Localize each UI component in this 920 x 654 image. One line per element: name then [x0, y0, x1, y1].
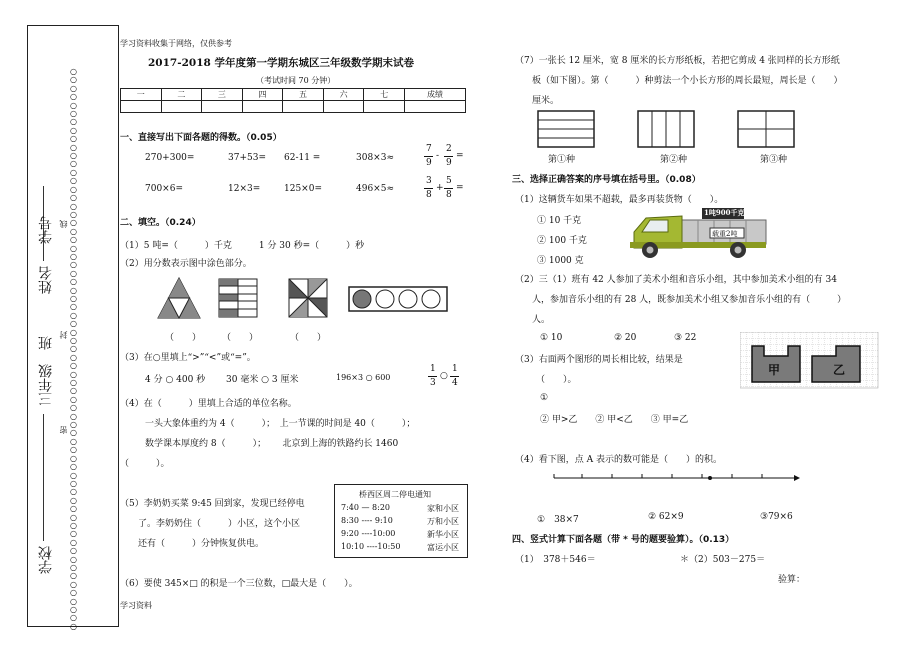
grade-line: [43, 414, 44, 474]
calc-item: 308×3≈: [356, 153, 394, 163]
frac-bar: [428, 376, 437, 377]
fill-q3: （3）在○里填上“>”“<”或“=”。: [120, 353, 256, 363]
truck-illustration: [628, 206, 768, 262]
circles-figure: [348, 286, 448, 312]
choice-opt: ③ 22: [674, 333, 697, 343]
number-line: [552, 472, 802, 484]
frac-num: 3: [426, 176, 432, 186]
frac-den: 8: [446, 190, 452, 200]
calc-item: 700×6=: [145, 184, 183, 194]
score-blank-row: [121, 101, 466, 113]
shape-jia-label: 甲: [768, 363, 781, 377]
seal-feng: 封: [59, 331, 68, 339]
fill-q4-line3: （ ）。: [120, 459, 170, 469]
frac-den: 9: [446, 158, 452, 168]
notice-time: 10:10 ----10:50: [341, 542, 401, 551]
score-cell: [121, 101, 162, 113]
score-col: 七: [364, 89, 405, 101]
seal-mi: 密: [59, 426, 68, 434]
notice-place: 万和小区: [427, 517, 459, 526]
pinwheel-figure: [288, 278, 328, 318]
cut-method-3: [737, 110, 795, 148]
score-table: [120, 88, 466, 113]
notice-place: 富运小区: [427, 543, 459, 552]
score-cell: [364, 101, 405, 113]
choice-opt: ① 10 千克: [537, 216, 582, 226]
notice-time: 8:30 ---- 9:10: [341, 516, 393, 525]
choice-q3-line1: （3）右面两个图形的周长相比较，结果是: [515, 355, 683, 365]
score-col: 四: [242, 89, 283, 101]
calc-item: 496×5≈: [356, 184, 394, 194]
choice-q2-line3: 人。: [532, 315, 551, 325]
school-label: 学校: [38, 546, 54, 574]
cut-method-1: [537, 110, 595, 148]
truck-capacity-label: 载重2吨: [712, 230, 738, 238]
calc-item: 12×3=: [228, 184, 261, 194]
score-col: 三: [202, 89, 243, 101]
shape-yi-label: 乙: [833, 363, 846, 377]
calc-item: 270+300=: [145, 153, 195, 163]
frac-bar: [424, 156, 433, 157]
section-2-title: 二、填空。（0.24）: [120, 218, 201, 228]
fill-q5-line1: （5）李奶奶买菜 9:45 回到家，发现已经停电: [120, 499, 305, 509]
seal-xian: 线: [59, 220, 68, 228]
score-cell: [161, 101, 202, 113]
choice-opt: ② 62×9: [648, 512, 684, 522]
choice-q1: （1）这辆货车如果不超载，最多再装货物（ ）。: [515, 195, 724, 205]
frac-den: 3: [430, 378, 436, 388]
vertical-calc-2: ＊（2）503－275＝: [680, 555, 766, 565]
score-col: 成绩: [405, 89, 466, 101]
frac-eq: =: [456, 151, 464, 161]
frac-num: 7: [426, 144, 432, 154]
binding-holes: ○○○○○○○○○○○○○○○○○○○○○○○○○○○○○○○○○○○○○○○○○○○○○○○○○○○○○○○○○○○○○○○○○○○: [70, 67, 77, 631]
binding-strip: [27, 25, 119, 631]
class-label: 班: [38, 336, 54, 350]
fill-q4-line2: 数学课本厚度约 8（ ）； 北京到上海的铁路约长 1460: [145, 439, 399, 449]
notice-place: 家和小区: [427, 504, 459, 513]
frac-op: -: [436, 151, 440, 161]
score-col: 五: [283, 89, 324, 101]
perimeter-grid-figure: [740, 332, 880, 390]
fill-q7-line3: 厘米。: [532, 96, 560, 106]
notice-time: 9:20 ----10:00: [341, 529, 396, 538]
frac-num: 1: [452, 364, 458, 374]
fill-q5-line3: 还有（ ）分钟恢复供电。: [138, 539, 265, 549]
calc-item: 37+53=: [228, 153, 266, 163]
frac-den: 8: [426, 190, 432, 200]
fill-q7-line1: （7）一张长 12 厘米，宽 8 厘米的长方形纸板，若把它剪成 4 张同样的长方形纸: [515, 56, 840, 66]
frac-eq: =: [456, 183, 464, 193]
triangle-figure: [156, 276, 202, 320]
choice-opt: ① 38×7: [537, 515, 579, 525]
frac-den: 9: [426, 158, 432, 168]
frac-den: 4: [452, 378, 458, 388]
check-label: 验算：: [778, 575, 806, 585]
frac-bar: [450, 376, 459, 377]
fig-blank: （ ）: [222, 333, 259, 343]
score-cell: [283, 101, 324, 113]
choice-q4: （4）看下图，点 A 表示的数可能是（ ）的积。: [515, 455, 722, 465]
fill-q7-line2: 板（如下图）。第（ ）种剪法一个小长方形的周长最短，周长是（ ）: [532, 76, 843, 86]
calc-item: 125×0=: [284, 184, 322, 194]
section-4-title: 四、竖式计算下面各题（带 * 号的题要验算）。（0.13）: [512, 535, 735, 545]
striped-rect-figure: [218, 278, 258, 318]
choice-opt: ① 10: [540, 333, 563, 343]
cut-method-2: [637, 110, 695, 148]
compare-item: 4 分 ○ 400 秒: [145, 375, 206, 385]
fig-blank: （ ）: [165, 333, 202, 343]
fraction-expr-2: [424, 176, 484, 204]
fill-q4: （4）在（ ）里填上合适的单位名称。: [120, 399, 297, 409]
frac-bar: [444, 156, 453, 157]
score-cell: [405, 101, 466, 113]
score-col: 六: [323, 89, 364, 101]
choice-opt: ①: [540, 393, 549, 403]
cut-label: 第②种: [660, 155, 688, 165]
cut-label: 第①种: [548, 155, 576, 165]
section-1-title: 一、直接写出下面各题的得数。（0.05）: [120, 133, 282, 143]
exam-subtitle: （考试时间 70 分钟）: [256, 76, 336, 85]
vertical-calc-1: （1） 378＋546＝: [515, 555, 596, 565]
frac-num: 1: [430, 364, 436, 374]
fig-blank: （ ）: [290, 333, 327, 343]
choice-opt: ③79×6: [760, 512, 793, 522]
compare-item: 30 毫米 ○ 3 厘米: [226, 375, 299, 385]
top-note: 学习资料收集于网络，仅供参考: [120, 39, 232, 48]
choice-q2-line1: （2）三（1）班有 42 人参加了美术小组和音乐小组，其中参加美术小组的有 34: [515, 275, 837, 285]
name-label: 姓名: [38, 266, 54, 294]
exam-title: 2017-2018 学年度第一学期东城区三年级数学期末试卷: [148, 57, 414, 69]
frac-bar: [424, 188, 433, 189]
score-col: 二: [161, 89, 202, 101]
bottom-note: 学习资料: [120, 601, 152, 610]
cut-label: 第③种: [760, 155, 788, 165]
frac-num: 5: [446, 176, 452, 186]
fill-q4-line1: 一头大象体重约为 4（ ）； 上一节课的时间是 40（ ）；: [145, 419, 416, 429]
choice-opt: ② 甲>乙 ② 甲<乙 ③ 甲=乙: [540, 415, 689, 425]
notice-title: 桥西区周二停电通知: [359, 490, 431, 499]
calc-item: 62-11 =: [284, 153, 321, 163]
frac-op: +: [436, 183, 444, 193]
choice-opt: ② 20: [614, 333, 637, 343]
notice-time: 7:40 — 8:20: [341, 503, 391, 512]
frac-bar: [444, 188, 453, 189]
fill-q1: （1）5 吨=（ ）千克 1 分 30 秒=（ ）秒: [120, 241, 365, 251]
truck-cargo-label: 1吨900千克: [704, 208, 745, 217]
compare-fractions: [428, 364, 468, 392]
power-outage-notice: [334, 484, 468, 558]
fraction-expr-1: [424, 144, 484, 172]
choice-opt: ② 100 千克: [537, 236, 587, 246]
frac-op: ○: [440, 371, 448, 381]
frac-num: 2: [446, 144, 452, 154]
score-cell: [202, 101, 243, 113]
grade-label: 三年级: [38, 364, 54, 406]
score-cell: [242, 101, 283, 113]
notice-place: 新华小区: [427, 530, 459, 539]
score-col: 一: [121, 89, 162, 101]
compare-item: 196×3 ○ 600: [336, 373, 391, 382]
student-no-label: 学号: [38, 216, 54, 244]
choice-q3-line2: （ ）。: [536, 375, 577, 385]
fill-q2: （2）用分数表示图中涂色部分。: [120, 259, 252, 269]
choice-q2-line2: 人，参加音乐小组的有 28 人，既参加美术小组又参加音乐小组的有（ ）: [532, 295, 847, 305]
score-header-row: [121, 89, 466, 101]
fill-q6: （6）要使 345×□ 的积是一个三位数，□最大是（ ）。: [120, 579, 358, 589]
fill-q5-line2: 了。李奶奶住（ ）小区，这个小区: [138, 519, 301, 529]
score-cell: [323, 101, 364, 113]
choice-opt: ③ 1000 克: [537, 256, 584, 266]
section-3-title: 三、选择正确答案的序号填在括号里。（0.08）: [512, 175, 701, 185]
